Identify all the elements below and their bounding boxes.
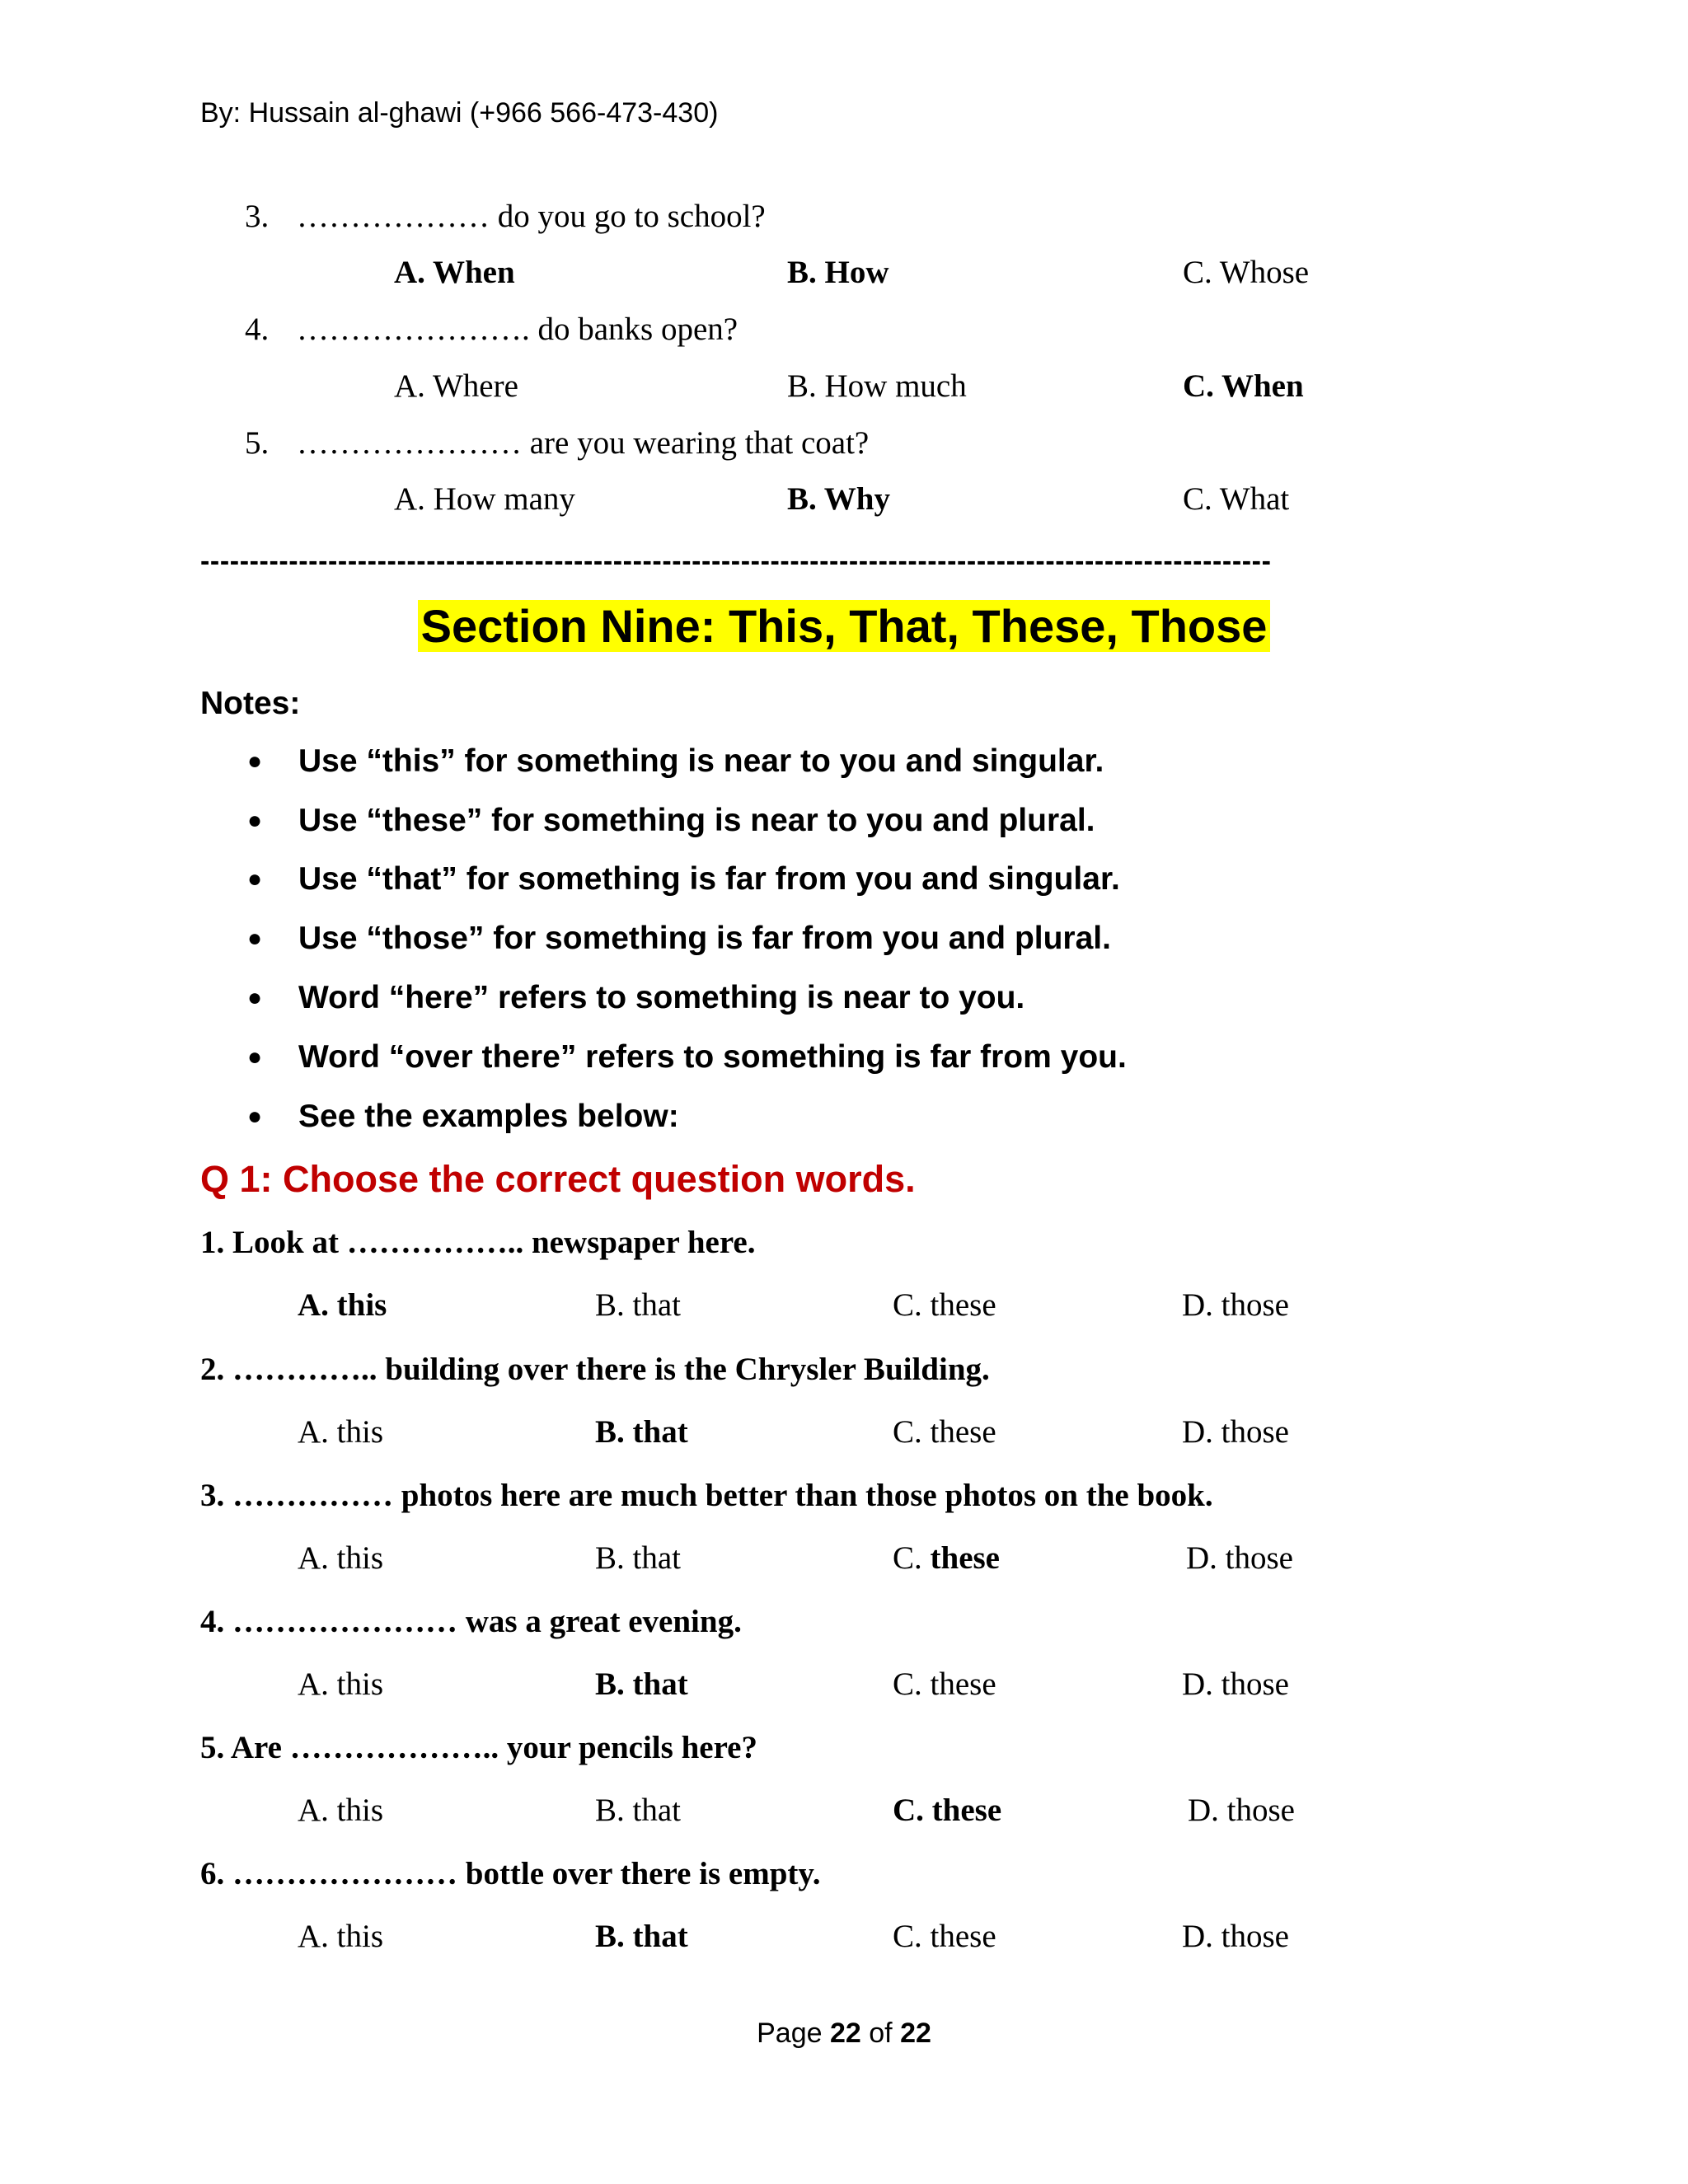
note-item	[247, 1099, 679, 1135]
note-text: Use “that” for something is far from you and singular.	[298, 861, 1120, 897]
note-item	[247, 861, 1120, 898]
exercise-question-2-option-d: D. those	[1182, 1414, 1289, 1450]
exercise-question-6-option-d: D. those	[1182, 1919, 1289, 1954]
note-text: Word “over there” refers to something is far from you.	[298, 1039, 1127, 1075]
exercise-question-1-option-c: C. these	[893, 1287, 996, 1323]
prev-question-5-option-b: B. Why	[787, 481, 890, 517]
page-current: 22	[829, 2018, 861, 2049]
exercise-question-1-option-b: B. that	[595, 1287, 681, 1323]
page-number	[0, 2018, 1688, 2050]
exercise-question-2-option-c: C. these	[893, 1414, 996, 1450]
exercise-question-3-option-c	[893, 1540, 1000, 1577]
note-item	[247, 921, 1111, 957]
option-word: these	[930, 1540, 1000, 1576]
exercise-question-3-option-b: B. that	[595, 1540, 681, 1576]
section-title: Section Nine: This, That, These, Those	[418, 600, 1271, 652]
exercise-question-4-option-c: C. these	[893, 1666, 996, 1702]
note-item	[247, 803, 1095, 839]
note-text: Use “these” for something is near to you and plural.	[298, 803, 1095, 838]
notes-label: Notes:	[200, 686, 301, 721]
page-header-author: By: Hussain al-ghawi (+966 566-473-430)	[200, 97, 719, 129]
exercise-question-1: 1. Look at …………….. newspaper here.	[200, 1225, 756, 1260]
note-text: Use “those” for something is far from you and plural.	[298, 921, 1111, 956]
prev-question-5-option-a: A. How many	[394, 481, 575, 517]
section-divider: -------------------------------------------------------------------------------------------------------------	[200, 546, 1272, 577]
section-title-wrapper	[0, 599, 1688, 653]
bullet-icon: ●	[247, 925, 263, 952]
exercise-question-6: 6. ………………… bottle over there is empty.	[200, 1856, 821, 1891]
note-item	[247, 1039, 1127, 1076]
prev-question-3-text: ……………… do you go to school?	[297, 199, 766, 234]
exercise-question-3: 3. …………… photos here are much better than those photos on the book.	[200, 1478, 1213, 1513]
exercise-question-4: 4. ………………… was a great evening.	[200, 1604, 742, 1639]
page-total: 22	[900, 2018, 931, 2049]
exercise-question-2-option-a: A. this	[298, 1414, 384, 1450]
page-of: of	[869, 2018, 893, 2049]
exercise-question-5-option-c: C. these	[893, 1793, 1002, 1828]
exercise-question-2-option-b: B. that	[595, 1414, 688, 1450]
exercise-question-4-option-d: D. those	[1182, 1666, 1289, 1702]
prev-question-3-option-a: A. When	[394, 255, 515, 290]
exercise-question-5-option-b: B. that	[595, 1793, 681, 1828]
bullet-icon: ●	[247, 807, 263, 834]
bullet-icon: ●	[247, 865, 263, 893]
bullet-icon: ●	[247, 1043, 263, 1071]
bullet-icon: ●	[247, 984, 263, 1011]
exercise-question-1-option-a: A. this	[298, 1287, 387, 1323]
exercise-question-1-option-d: D. those	[1182, 1287, 1289, 1323]
exercise-question-4-option-a: A. this	[298, 1666, 384, 1702]
exercise-title: Q 1: Choose the correct question words.	[200, 1158, 916, 1200]
exercise-question-5-option-d: D. those	[1188, 1793, 1295, 1828]
prev-question-5-text: ………………… are you wearing that coat?	[297, 425, 870, 461]
prev-question-4-text: …………………. do banks open?	[297, 312, 738, 347]
page-prefix: Page	[757, 2018, 823, 2049]
exercise-question-6-option-a: A. this	[298, 1919, 384, 1954]
bullet-icon: ●	[247, 1103, 263, 1130]
exercise-question-3-option-a: A. this	[298, 1540, 384, 1576]
note-text: Word “here” refers to something is near to you.	[298, 980, 1025, 1015]
prev-question-4-number: 4.	[245, 312, 270, 347]
prev-question-3-option-c: C. Whose	[1183, 255, 1310, 290]
exercise-question-6-option-c: C. these	[893, 1919, 996, 1954]
note-item	[247, 743, 1104, 780]
prev-question-4-option-b: B. How much	[787, 368, 967, 404]
exercise-question-5-option-a: A. this	[298, 1793, 384, 1828]
prev-question-5-option-c: C. What	[1183, 481, 1290, 517]
prev-question-4-option-a: A. Where	[394, 368, 518, 404]
exercise-question-5: 5. Are ……………….. your pencils here?	[200, 1730, 757, 1765]
prev-question-4-option-c: C. When	[1183, 368, 1304, 404]
bullet-icon: ●	[247, 748, 263, 775]
prev-question-3-number: 3.	[245, 199, 270, 234]
exercise-question-6-option-b: B. that	[595, 1919, 688, 1954]
prev-question-3-option-b: B. How	[787, 255, 889, 290]
note-text: Use “this” for something is near to you and singular.	[298, 743, 1104, 779]
exercise-question-4-option-b: B. that	[595, 1666, 688, 1702]
note-item	[247, 980, 1025, 1016]
option-letter: C.	[893, 1540, 922, 1576]
exercise-question-3-option-d: D. those	[1186, 1540, 1293, 1576]
prev-question-5-number: 5.	[245, 425, 270, 461]
note-text: See the examples below:	[298, 1099, 679, 1134]
exercise-question-2: 2. ………….. building over there is the Chrysler Building.	[200, 1352, 990, 1387]
